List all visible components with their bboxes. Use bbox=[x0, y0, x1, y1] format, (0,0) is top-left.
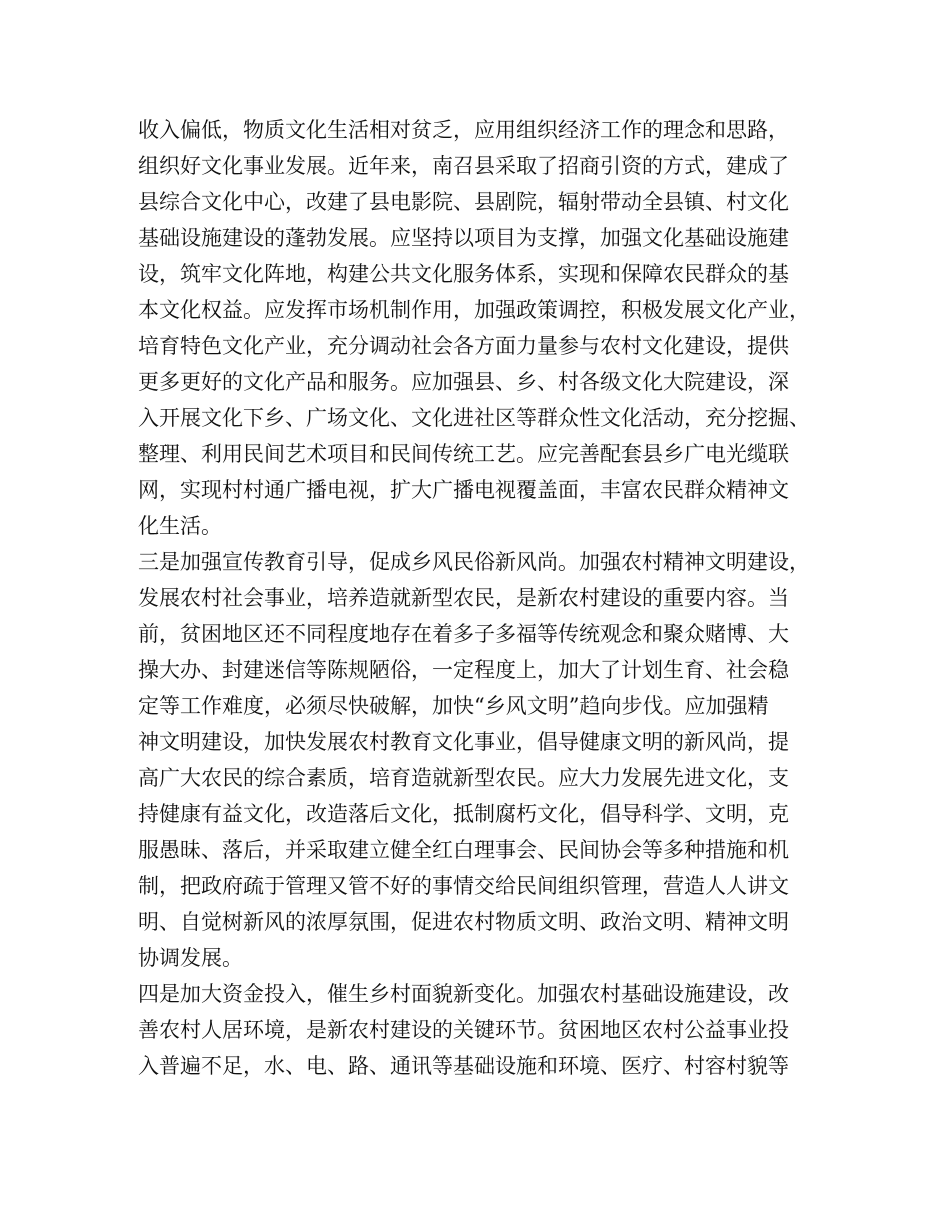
text-line: 入开展文化下乡、广场文化、文化进社区等群众性文化活动，充分挖掘、 bbox=[138, 406, 810, 430]
text-line: 操大办、封建迷信等陈规陋俗，一定程度上，加大了计划生育、社会稳 bbox=[138, 658, 789, 682]
text-line: 四是加大资金投入，催生乡村面貌新变化。加强农村基础设施建设，改 bbox=[138, 982, 789, 1006]
text-line: 服愚昧、落后，并采取建立健全红白理事会、民间协会等多种措施和机 bbox=[138, 838, 789, 862]
text-line: 三是加强宣传教育引导，促成乡风民俗新风尚。加强农村精神文明建设， bbox=[138, 550, 810, 574]
text-line: 培育特色文化产业，充分调动社会各方面力量参与农村文化建设，提供 bbox=[138, 334, 789, 358]
text-line: 前，贫困地区还不同程度地存在着多子多福等传统观念和聚众赌博、大 bbox=[138, 622, 789, 646]
text-line: 本文化权益。应发挥市场机制作用，加强政策调控，积极发展文化产业， bbox=[138, 298, 810, 322]
text-line: 神文明建设，加快发展农村教育文化事业，倡导健康文明的新风尚，提 bbox=[138, 730, 789, 754]
text-line: 组织好文化事业发展。近年来，南召县采取了招商引资的方式，建成了 bbox=[138, 154, 789, 178]
text-line: 网，实现村村通广播电视，扩大广播电视覆盖面，丰富农民群众精神文 bbox=[138, 478, 789, 502]
text-line: 入普遍不足，水、电、路、通讯等基础设施和环境、医疗、村容村貌等 bbox=[138, 1054, 789, 1078]
text-line: 收入偏低，物质文化生活相对贫乏，应用组织经济工作的理念和思路， bbox=[138, 118, 789, 142]
text-line: 高广大农民的综合素质，培育造就新型农民。应大力发展先进文化，支 bbox=[138, 766, 789, 790]
text-line: 明、自觉树新风的浓厚氛围，促进农村物质文明、政治文明、精神文明 bbox=[138, 910, 789, 934]
text-line: 整理、利用民间艺术项目和民间传统工艺。应完善配套县乡广电光缆联 bbox=[138, 442, 789, 466]
text-line: 善农村人居环境，是新农村建设的关键环节。贫困地区农村公益事业投 bbox=[138, 1018, 789, 1042]
text-line: 化生活。 bbox=[138, 514, 222, 538]
text-line: 制，把政府疏于管理又管不好的事情交给民间组织管理，营造人人讲文 bbox=[138, 874, 789, 898]
text-line: 设，筑牢文化阵地，构建公共文化服务体系，实现和保障农民群众的基 bbox=[138, 262, 789, 286]
text-line: 持健康有益文化，改造落后文化，抵制腐朽文化，倡导科学、文明，克 bbox=[138, 802, 789, 826]
text-line: 定等工作难度，必须尽快破解，加快“乡风文明”趋向步伐。应加强精 bbox=[138, 694, 769, 718]
text-line: 县综合文化中心，改建了县电影院、县剧院，辐射带动全县镇、村文化 bbox=[138, 190, 789, 214]
body-text bbox=[138, 112, 838, 1084]
text-line: 发展农村社会事业，培养造就新型农民，是新农村建设的重要内容。当 bbox=[138, 586, 789, 610]
text-line: 更多更好的文化产品和服务。应加强县、乡、村各级文化大院建设，深 bbox=[138, 370, 789, 394]
text-line: 协调发展。 bbox=[138, 946, 243, 970]
text-line: 基础设施建设的蓬勃发展。应坚持以项目为支撑，加强文化基础设施建 bbox=[138, 226, 789, 250]
